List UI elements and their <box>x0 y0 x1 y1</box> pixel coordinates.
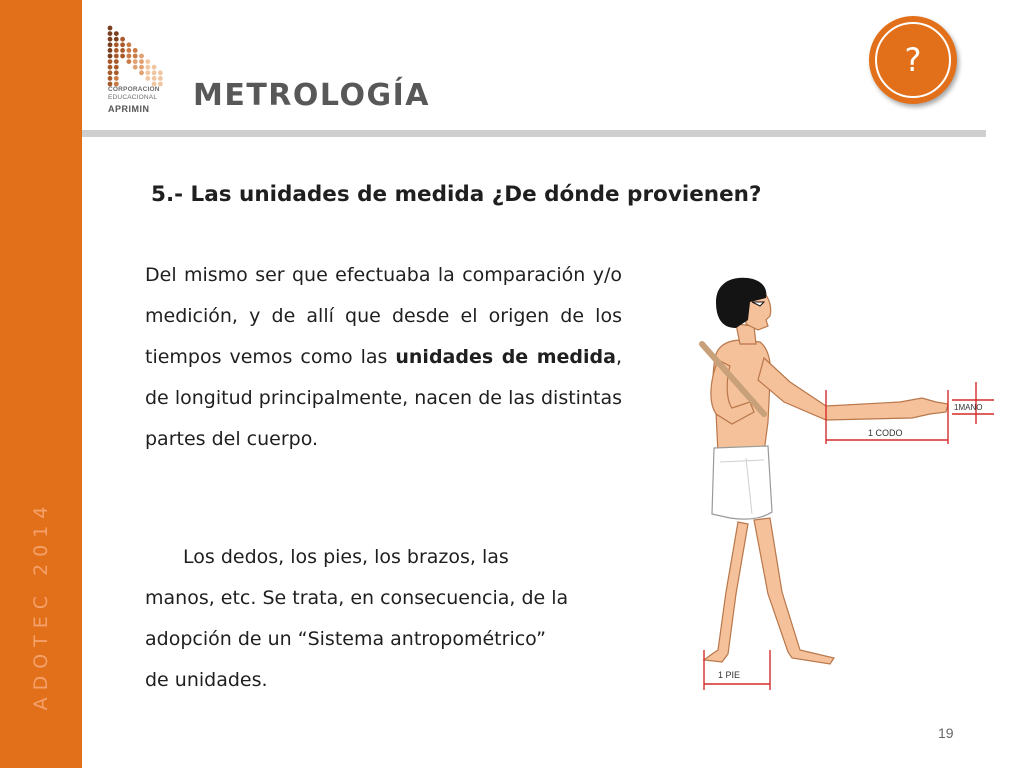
paragraph-emphasis: unidades de medida <box>395 346 616 368</box>
sidebar-vertical-text: ADOTEC 2014 <box>30 499 52 711</box>
paragraph-text: , de longitud principalmente, nacen de las distintas partes del cuerpo. <box>145 346 622 450</box>
help-button[interactable] <box>869 16 957 104</box>
page-number: 19 <box>938 725 954 741</box>
page-title: METROLOGÍA <box>193 78 430 113</box>
paragraph-line: de unidades. <box>145 669 268 691</box>
paragraph-examples <box>145 537 665 701</box>
paragraph-line: Los dedos, los pies, los brazos, las <box>183 546 509 568</box>
label-codo: 1 CODO <box>868 428 903 438</box>
egyptian-figure-illustration <box>660 262 995 694</box>
label-mano: 1MANO <box>954 403 983 412</box>
slide-heading: 5.- Las unidades de medida ¿De dónde provienen? <box>151 182 762 207</box>
paragraph-text: Del mismo ser que efectuaba la comparación y/o medición, y de allí que desde el origen de los tiempos vemos como las <box>145 264 622 368</box>
sidebar-band <box>0 0 82 768</box>
header-divider <box>82 130 986 137</box>
logo-text-line1: CORPORACION <box>108 86 160 93</box>
question-mark-icon: ? <box>904 41 922 79</box>
logo-brand-name: APRIMIN <box>108 104 150 114</box>
paragraph-line: manos, etc. Se trata, en consecuencia, de la <box>145 587 569 609</box>
paragraph-origin <box>145 255 622 460</box>
logo-text-line2: EDUCACIONAL <box>108 94 158 101</box>
label-pie: 1 PIE <box>718 670 741 680</box>
paragraph-line: adopción de un “Sistema antropométrico” <box>145 628 546 650</box>
